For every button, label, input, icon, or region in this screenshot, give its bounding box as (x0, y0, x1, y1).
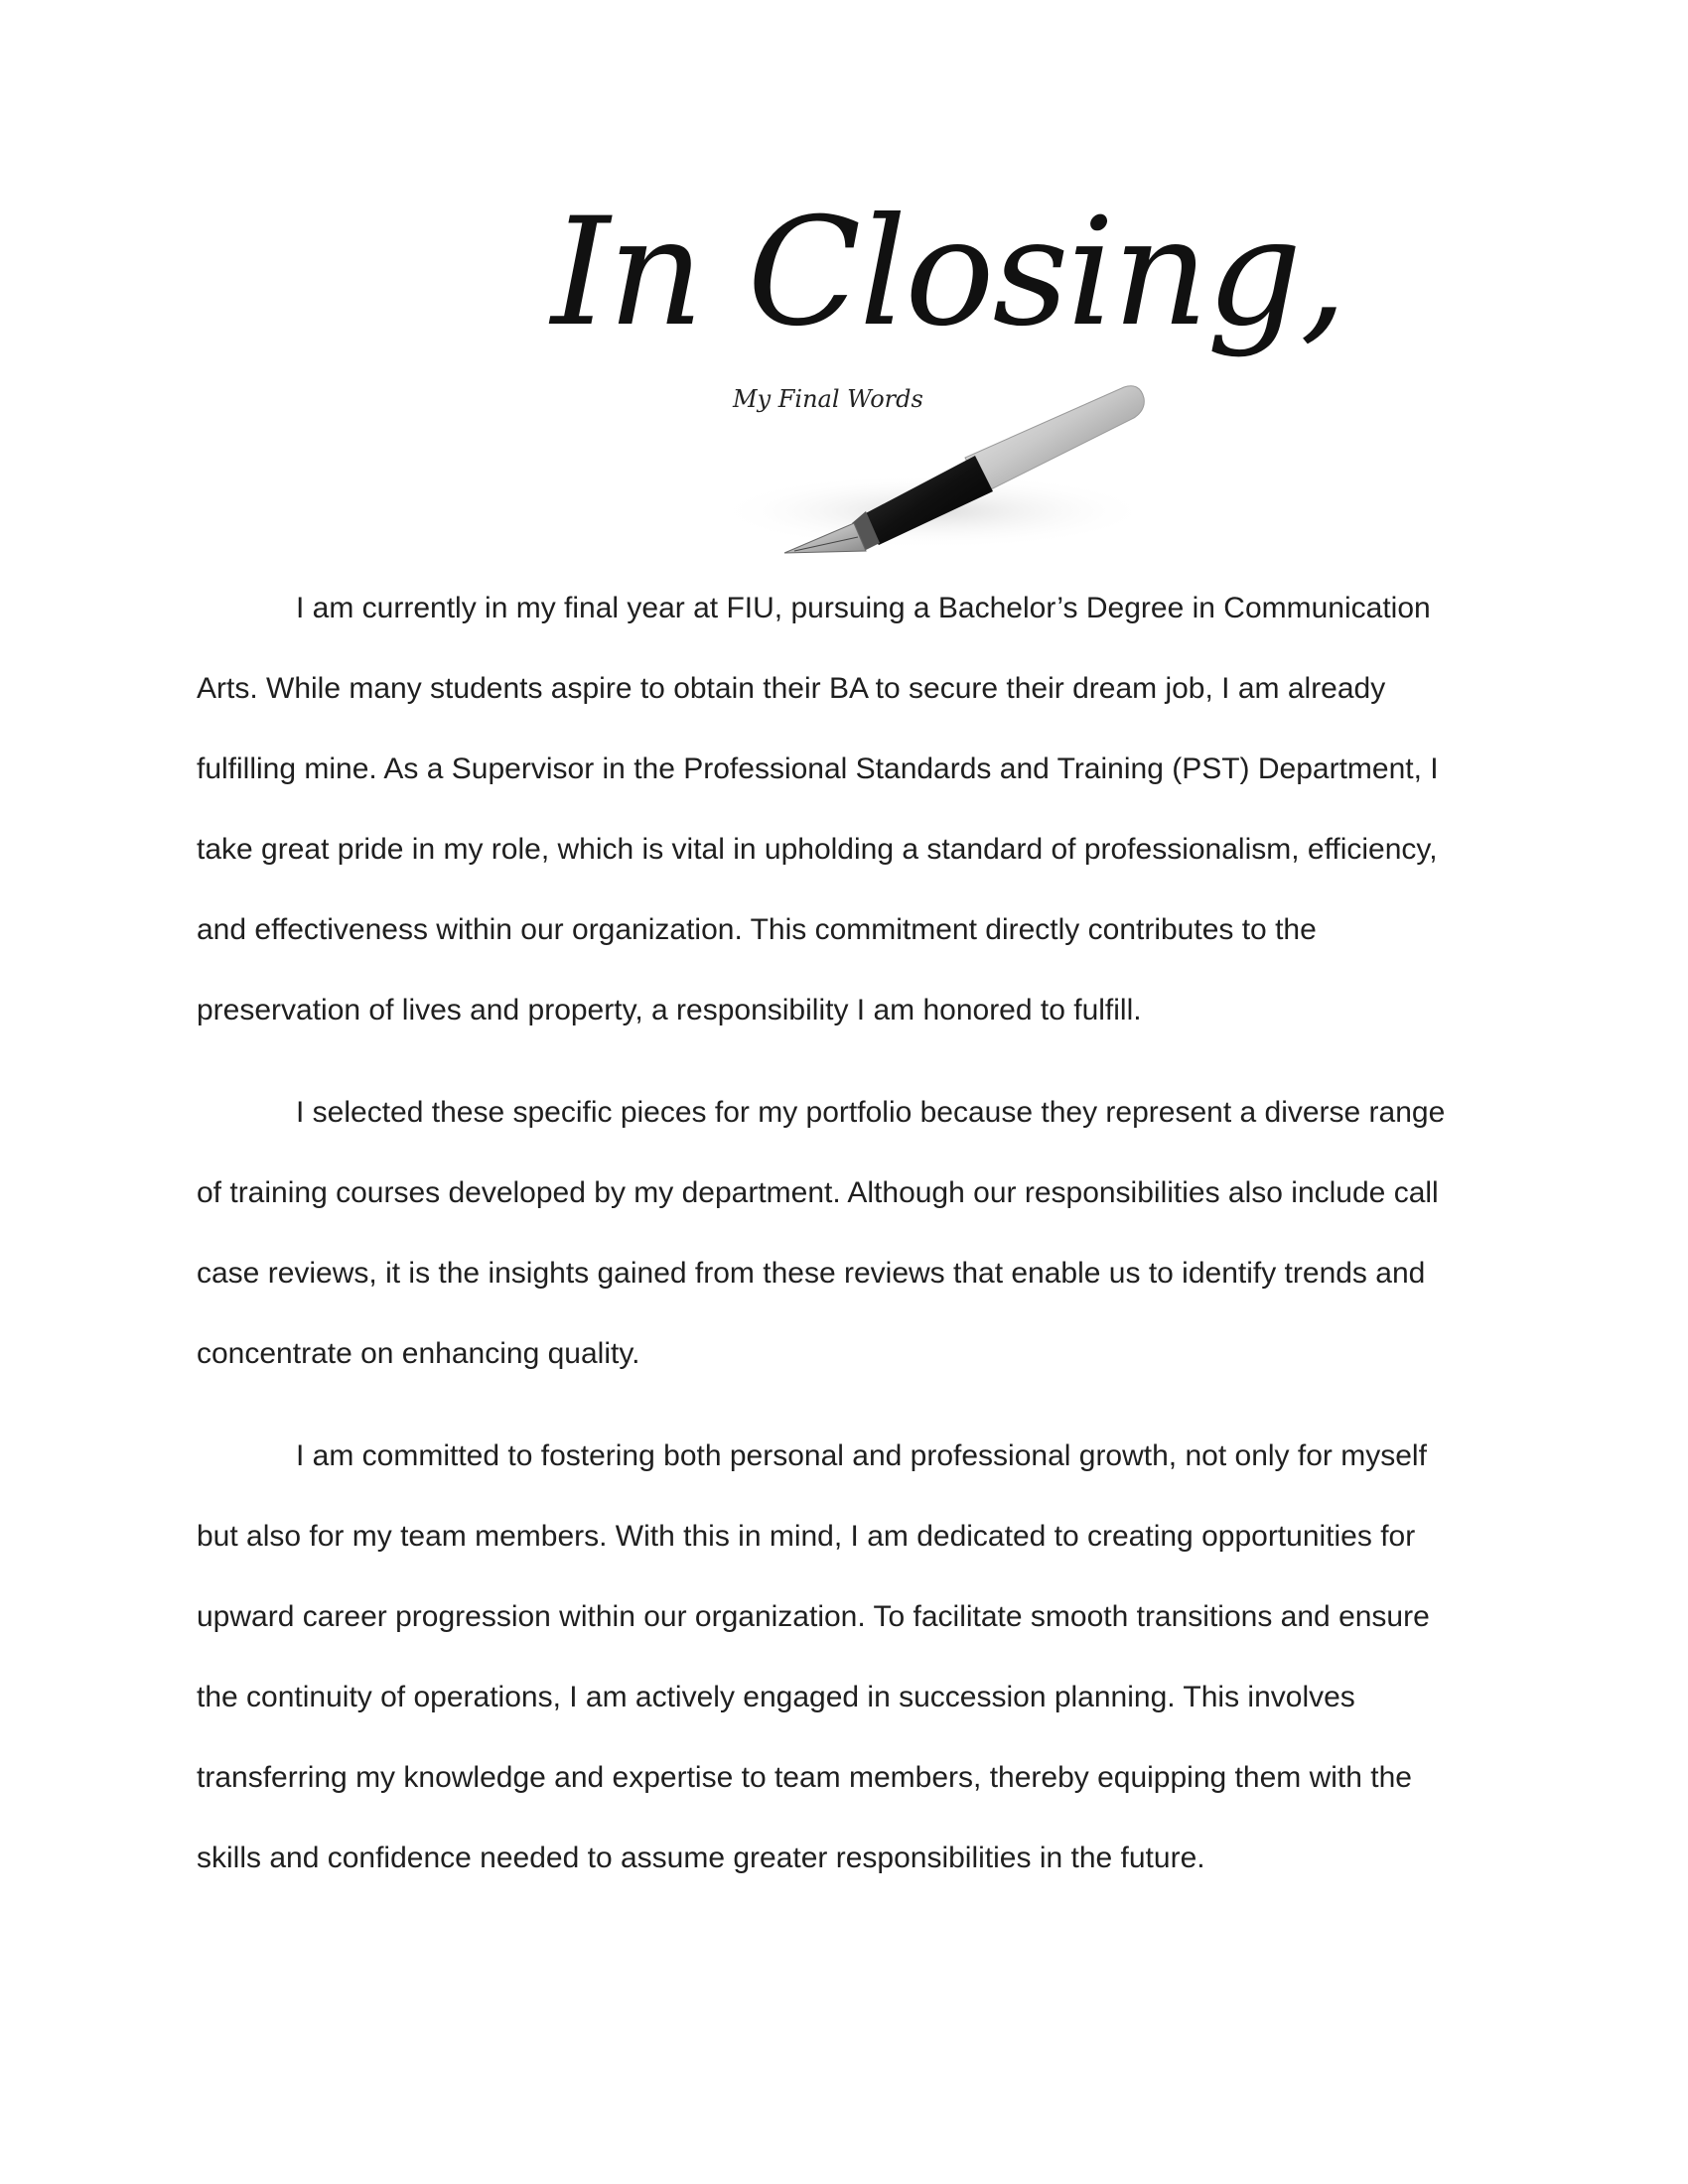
text-line: case reviews, it is the insights gained from these reviews that enable us to identify trends and (197, 1257, 1426, 1290)
text-line: I selected these specific pieces for my portfolio because they represent a diverse range (296, 1096, 1446, 1129)
text-line: skills and confidence needed to assume greater responsibilities in the future. (197, 1842, 1205, 1874)
body-text (197, 568, 1507, 1920)
page-subtitle: My Final Words (733, 385, 923, 413)
paragraph-1 (197, 568, 1507, 1050)
text-line: the continuity of operations, I am actively engaged in succession planning. This involves (197, 1681, 1355, 1713)
text-line: and effectiveness within our organization. This commitment directly contributes to the (197, 913, 1317, 946)
text-line: upward career progression within our organization. To facilitate smooth transitions and ensure (197, 1600, 1430, 1633)
page-title: In Closing, (551, 187, 1345, 359)
text-line: take great pride in my role, which is vital in upholding a standard of professionalism, efficiency, (197, 833, 1438, 866)
text-line: of training courses developed by my department. Although our responsibilities also include call (197, 1176, 1439, 1209)
text-line: transferring my knowledge and expertise to team members, thereby equipping them with the (197, 1761, 1412, 1794)
text-line: Arts. While many students aspire to obtain their BA to secure their dream job, I am already (197, 672, 1386, 705)
paragraph-3 (197, 1416, 1507, 1898)
text-line: preservation of lives and property, a responsibility I am honored to fulfill. (197, 994, 1142, 1026)
text-line: concentrate on enhancing quality. (197, 1337, 640, 1370)
text-line: I am committed to fostering both personal and professional growth, not only for myself (296, 1439, 1427, 1472)
paragraph-2 (197, 1072, 1507, 1394)
text-line: but also for my team members. With this in mind, I am dedicated to creating opportunities for (197, 1520, 1416, 1553)
text-line: fulfilling mine. As a Supervisor in the Professional Standards and Training (PST) Department, I (197, 752, 1439, 785)
text-line: I am currently in my final year at FIU, pursuing a Bachelor’s Degree in Communication (296, 592, 1431, 624)
